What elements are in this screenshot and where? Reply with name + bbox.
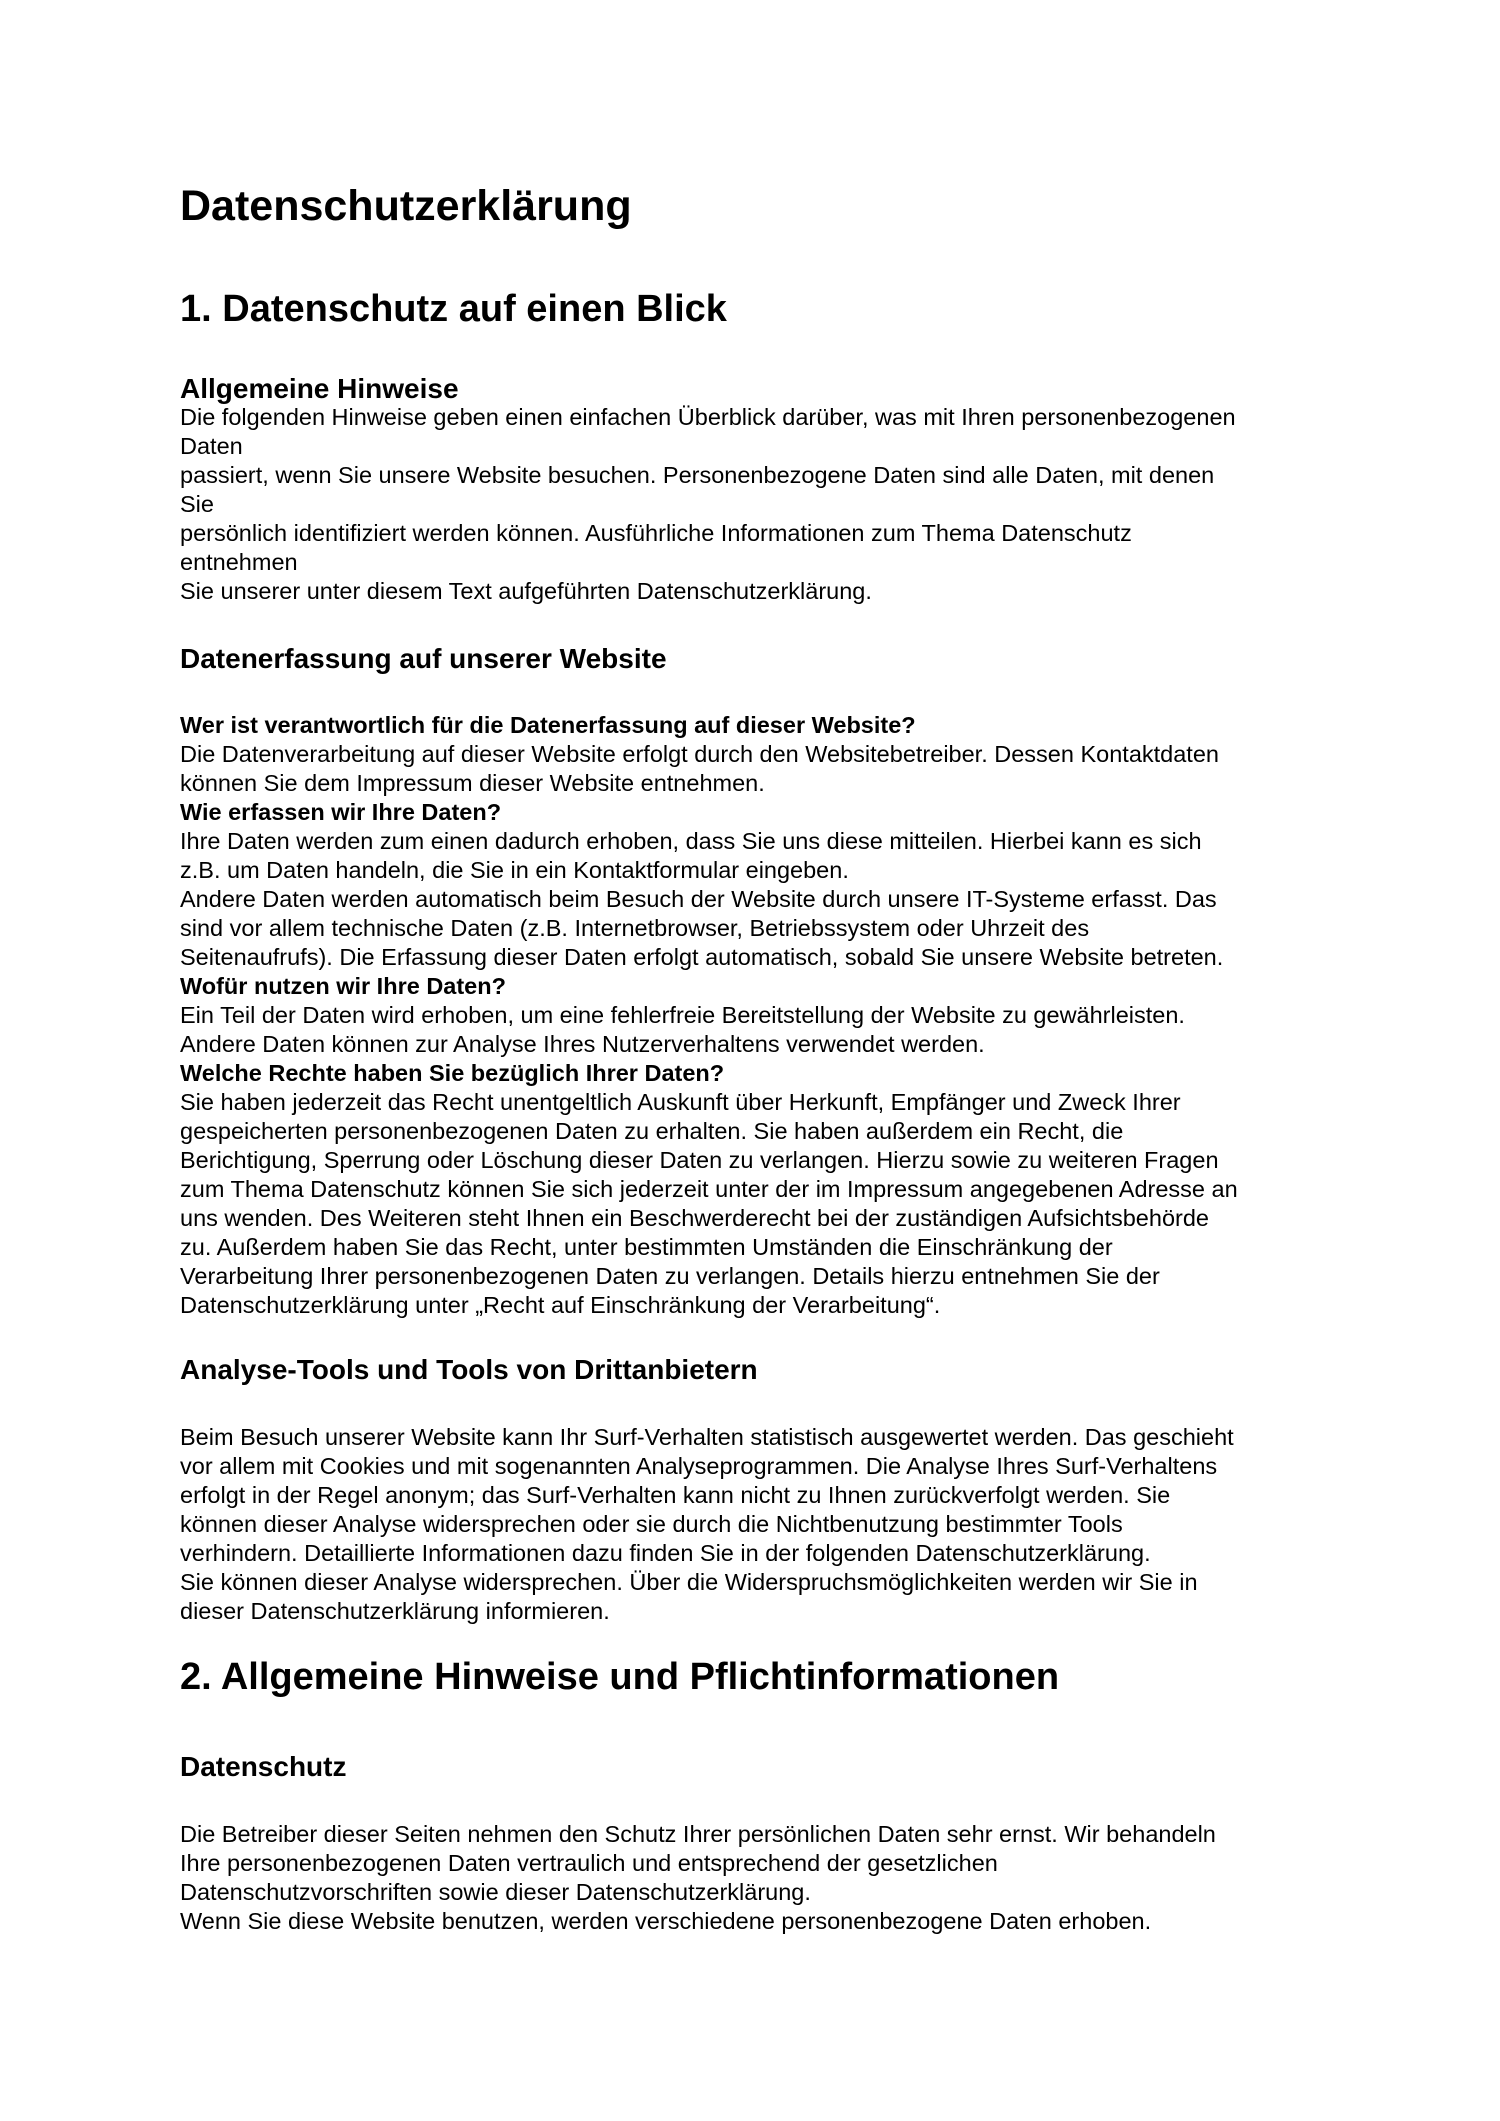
paragraph-line: zum Thema Datenschutz können Sie sich jederzeit unter der im Impressum angegebenen Adresse an bbox=[180, 1176, 1238, 1202]
paragraph-line: Datenschutzerklärung unter „Recht auf Einschränkung der Verarbeitung“. bbox=[180, 1292, 941, 1318]
data-collection-heading: Datenerfassung auf unserer Website bbox=[180, 643, 667, 674]
paragraph-line: Sie unserer unter diesem Text aufgeführten Datenschutzerklärung. bbox=[180, 578, 872, 604]
paragraph-line: vor allem mit Cookies und mit sogenannten Analyseprogrammen. Die Analyse Ihres Surf-Verhaltens bbox=[180, 1453, 1218, 1479]
paragraph-line: Die Datenverarbeitung auf dieser Website erfolgt durch den Websitebetreiber. Dessen Kontaktdaten bbox=[180, 741, 1219, 767]
paragraph-line: Die folgenden Hinweise geben einen einfachen Überblick darüber, was mit Ihren personenbezogenen bbox=[180, 404, 1236, 430]
paragraph-line: uns wenden. Des Weiteren steht Ihnen ein Beschwerderecht bei der zuständigen Aufsichtsbehörde bbox=[180, 1205, 1209, 1231]
paragraph-line: können dieser Analyse widersprechen oder sie durch die Nichtbenutzung bestimmter Tools bbox=[180, 1511, 1123, 1537]
paragraph-line: Die Betreiber dieser Seiten nehmen den Schutz Ihrer persönlichen Daten sehr ernst. Wir behandeln bbox=[180, 1821, 1216, 1847]
paragraph-line: Ihre personenbezogenen Daten vertraulich und entsprechend der gesetzlichen bbox=[180, 1850, 998, 1876]
paragraph-line: passiert, wenn Sie unsere Website besuchen. Personenbezogene Daten sind alle Daten, mit denen bbox=[180, 462, 1215, 488]
document-title: Datenschutzerklärung bbox=[180, 182, 632, 230]
general-notes-heading: Allgemeine Hinweise bbox=[180, 373, 459, 404]
section-1-heading: 1. Datenschutz auf einen Blick bbox=[180, 288, 727, 330]
paragraph-line: Andere Daten werden automatisch beim Besuch der Website durch unsere IT-Systeme erfasst. Das bbox=[180, 886, 1217, 912]
paragraph-line: Sie bbox=[180, 491, 214, 517]
question-how-collected: Wie erfassen wir Ihre Daten? bbox=[180, 799, 502, 825]
paragraph-line: verhindern. Detaillierte Informationen dazu finden Sie in der folgenden Datenschutzerklärung. bbox=[180, 1540, 1151, 1566]
paragraph-line: sind vor allem technische Daten (z.B. Internetbrowser, Betriebssystem oder Uhrzeit des bbox=[180, 915, 1090, 941]
question-responsible: Wer ist verantwortlich für die Datenerfassung auf dieser Website? bbox=[180, 712, 916, 738]
paragraph-line: Beim Besuch unserer Website kann Ihr Surf-Verhalten statistisch ausgewertet werden. Das geschieht bbox=[180, 1424, 1234, 1450]
question-usage: Wofür nutzen wir Ihre Daten? bbox=[180, 973, 506, 999]
paragraph-line: persönlich identifiziert werden können. Ausführliche Informationen zum Thema Datenschutz bbox=[180, 520, 1132, 546]
paragraph-line: dieser Datenschutzerklärung informieren. bbox=[180, 1598, 610, 1624]
question-rights: Welche Rechte haben Sie bezüglich Ihrer Daten? bbox=[180, 1060, 725, 1086]
paragraph-line: Ihre Daten werden zum einen dadurch erhoben, dass Sie uns diese mitteilen. Hierbei kann es sich bbox=[180, 828, 1202, 854]
paragraph-line: gespeicherten personenbezogenen Daten zu erhalten. Sie haben außerdem ein Recht, die bbox=[180, 1118, 1124, 1144]
paragraph-line: zu. Außerdem haben Sie das Recht, unter bestimmten Umständen die Einschränkung der bbox=[180, 1234, 1113, 1260]
paragraph-line: Verarbeitung Ihrer personenbezogenen Daten zu verlangen. Details hierzu entnehmen Sie der bbox=[180, 1263, 1160, 1289]
paragraph-line: Sie können dieser Analyse widersprechen. Über die Widerspruchsmöglichkeiten werden wir Sie in bbox=[180, 1569, 1198, 1595]
paragraph-line: Daten bbox=[180, 433, 243, 459]
paragraph-line: entnehmen bbox=[180, 549, 298, 575]
paragraph-line: erfolgt in der Regel anonym; das Surf-Verhalten kann nicht zu Ihnen zurückverfolgt werden. Sie bbox=[180, 1482, 1171, 1508]
paragraph-line: Seitenaufrufs). Die Erfassung dieser Daten erfolgt automatisch, sobald Sie unsere Website betreten. bbox=[180, 944, 1224, 970]
paragraph-line: z.B. um Daten handeln, die Sie in ein Kontaktformular eingeben. bbox=[180, 857, 849, 883]
paragraph-line: Ein Teil der Daten wird erhoben, um eine fehlerfreie Bereitstellung der Website zu gewährleisten. bbox=[180, 1002, 1185, 1028]
privacy-heading: Datenschutz bbox=[180, 1751, 347, 1782]
paragraph-line: Berichtigung, Sperrung oder Löschung dieser Daten zu verlangen. Hierzu sowie zu weiteren Fragen bbox=[180, 1147, 1219, 1173]
paragraph-line: Datenschutzvorschriften sowie dieser Datenschutzerklärung. bbox=[180, 1879, 811, 1905]
analysis-tools-heading: Analyse-Tools und Tools von Drittanbietern bbox=[180, 1354, 758, 1385]
paragraph-line: können Sie dem Impressum dieser Website entnehmen. bbox=[180, 770, 765, 796]
paragraph-line: Andere Daten können zur Analyse Ihres Nutzerverhaltens verwendet werden. bbox=[180, 1031, 985, 1057]
paragraph-line: Sie haben jederzeit das Recht unentgeltlich Auskunft über Herkunft, Empfänger und Zweck Ihrer bbox=[180, 1089, 1181, 1115]
paragraph-line: Wenn Sie diese Website benutzen, werden verschiedene personenbezogene Daten erhoben. bbox=[180, 1908, 1152, 1934]
section-2-heading: 2. Allgemeine Hinweise und Pflichtinformationen bbox=[180, 1656, 1060, 1698]
